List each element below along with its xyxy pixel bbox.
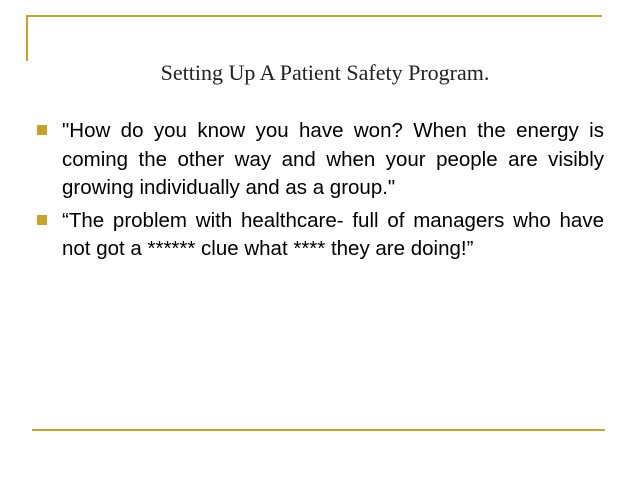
slide-title: Setting Up A Patient Safety Program. bbox=[160, 60, 490, 85]
top-divider bbox=[26, 15, 602, 17]
bullet-text: “The problem with healthcare- full of managers who have not got a ****** clue what **** they are doing!” bbox=[62, 208, 604, 260]
square-bullet-icon bbox=[37, 215, 47, 225]
bullet-list bbox=[32, 117, 604, 268]
bullet-text: "How do you know you have won? When the energy is coming the other way and when your people are visibly growing individually and as a group." bbox=[62, 119, 604, 199]
square-bullet-icon bbox=[37, 125, 47, 135]
left-divider bbox=[26, 15, 28, 61]
bottom-divider bbox=[32, 429, 605, 431]
bullet-item-quote-managers bbox=[32, 207, 604, 264]
bullet-item-quote-won bbox=[32, 117, 604, 203]
